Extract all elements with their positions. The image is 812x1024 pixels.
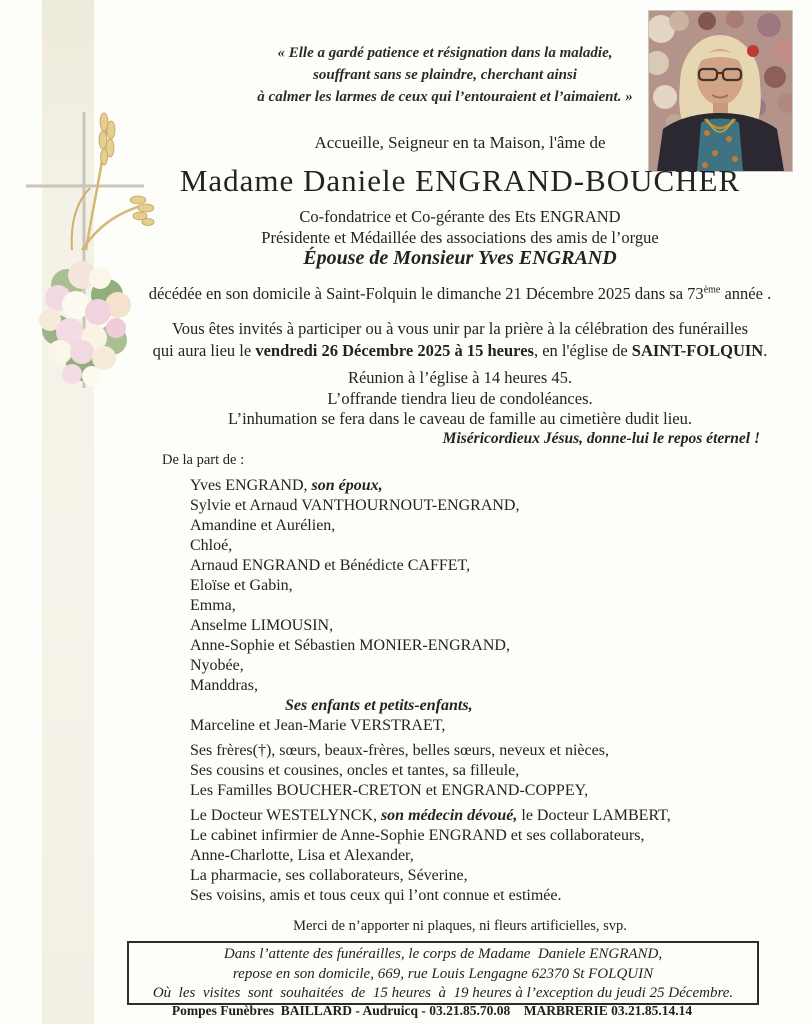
list-item: Anselme LIMOUSIN, [190,617,334,634]
funeral-invitation [130,318,790,361]
wake-info-line: repose en son domicile, 669, rue Louis Lengagne 62370 St FOLQUIN [232,965,654,982]
deceased-name: Madame Daniele ENGRAND-BOUCHER [179,163,741,198]
ceremony-line: Réunion à l’église à 14 heures 45. [347,368,573,387]
welcome-line: Accueille, Seigneur en ta Maison, l'âme de [314,133,606,152]
list-item: Ses cousins et cousines, oncles et tantes, sa filleule, [190,762,520,779]
list-item: Eloïse et Gabin, [190,577,293,594]
list-item: Ses enfants et petits-enfants, [285,697,473,714]
ceremony-line: L’inhumation se fera dans le caveau de famille au cimetière dudit lieu. [228,409,692,428]
list-item: Marceline et Jean-Marie VERSTRAET, [190,717,446,734]
invitation-line-2: qui aura lieu le vendredi 26 Décembre 2025 à 15 heures, en l'église de SAINT-FOLQUIN. [152,340,768,360]
spouse-line: Épouse de Monsieur Yves ENGRAND [303,247,617,269]
list-item: Sylvie et Arnaud VANTHOURNOUT-ENGRAND, [190,497,520,514]
list-item: Ses frères(†), sœurs, beaux-frères, belles sœurs, neveux et nièces, [190,742,609,759]
role-line-2: Présidente et Médaillée des associations des amis de l’orgue [261,228,659,247]
list-item: Ses voisins, amis et tous ceux qui l’ont connue et estimée. [190,887,562,904]
prayer-line: Miséricordieux Jésus, donne-lui le repos éternel ! [442,430,760,447]
ceremony-details [130,368,790,430]
quote-line: « Elle a gardé patience et résignation dans la maladie, [277,45,613,61]
list-item: Amandine et Aurélien, [190,517,336,534]
list-item: Le cabinet infirmier de Anne-Sophie ENGRAND et ses collaborateurs, [190,827,645,844]
list-item: Manddras, [190,677,258,694]
death-announcement: décédée en son domicile à Saint-Folquin le dimanche 21 Décembre 2025 dans sa 73ème année . [148,284,772,303]
list-item: Emma, [190,597,236,614]
opening-quote [115,42,775,108]
list-item: Anne-Sophie et Sébastien MONIER-ENGRAND, [190,637,510,654]
list-item: La pharmacie, ses collaborateurs, Séverine, [190,867,468,884]
list-item: Anne-Charlotte, Lisa et Alexander, [190,847,414,864]
quote-line: à calmer les larmes de ceux qui l’entouraient et l’aimaient. » [257,89,633,105]
wake-info-box [127,941,759,1005]
flowers-note: Merci de n’apporter ni plaques, ni fleurs artificielles, svp. [293,918,627,934]
invitation-line-1: Vous êtes invités à participer ou à vous unir par la prière à la célébration des funérailles [171,319,749,338]
list-item: Yves ENGRAND, son époux, [190,477,383,494]
quote-line: souffrant sans se plaindre, cherchant ainsi [313,67,577,83]
from-label: De la part de : [162,452,245,468]
list-item: Le Docteur WESTELYNCK, son médecin dévoué, le Docteur LAMBERT, [190,807,671,824]
wake-info-line: Où les visites sont souhaitées de 15 heures à 19 heures à l’exception du jeudi 25 Décembre. [152,985,734,1001]
list-item: Arnaud ENGRAND et Bénédicte CAFFET, [190,557,471,574]
footer-funeral-home: Pompes Funèbres BAILLARD - Audruicq - 03.21.85.70.08 MARBRERIE 03.21.85.14.14 [171,1003,693,1018]
list-item: Chloé, [190,537,233,554]
list-item: Les Familles BOUCHER-CRETON et ENGRAND-COPPEY, [190,782,589,799]
ceremony-line: L’offrande tiendra lieu de condoléances. [327,388,593,408]
family-list [130,476,812,906]
role-line-1: Co-fondatrice et Co-gérante des Ets ENGRAND [299,207,621,226]
wake-info-line: Dans l’attente des funérailles, le corps de Madame Daniele ENGRAND, [223,946,663,962]
list-item: Nyobée, [190,657,244,674]
